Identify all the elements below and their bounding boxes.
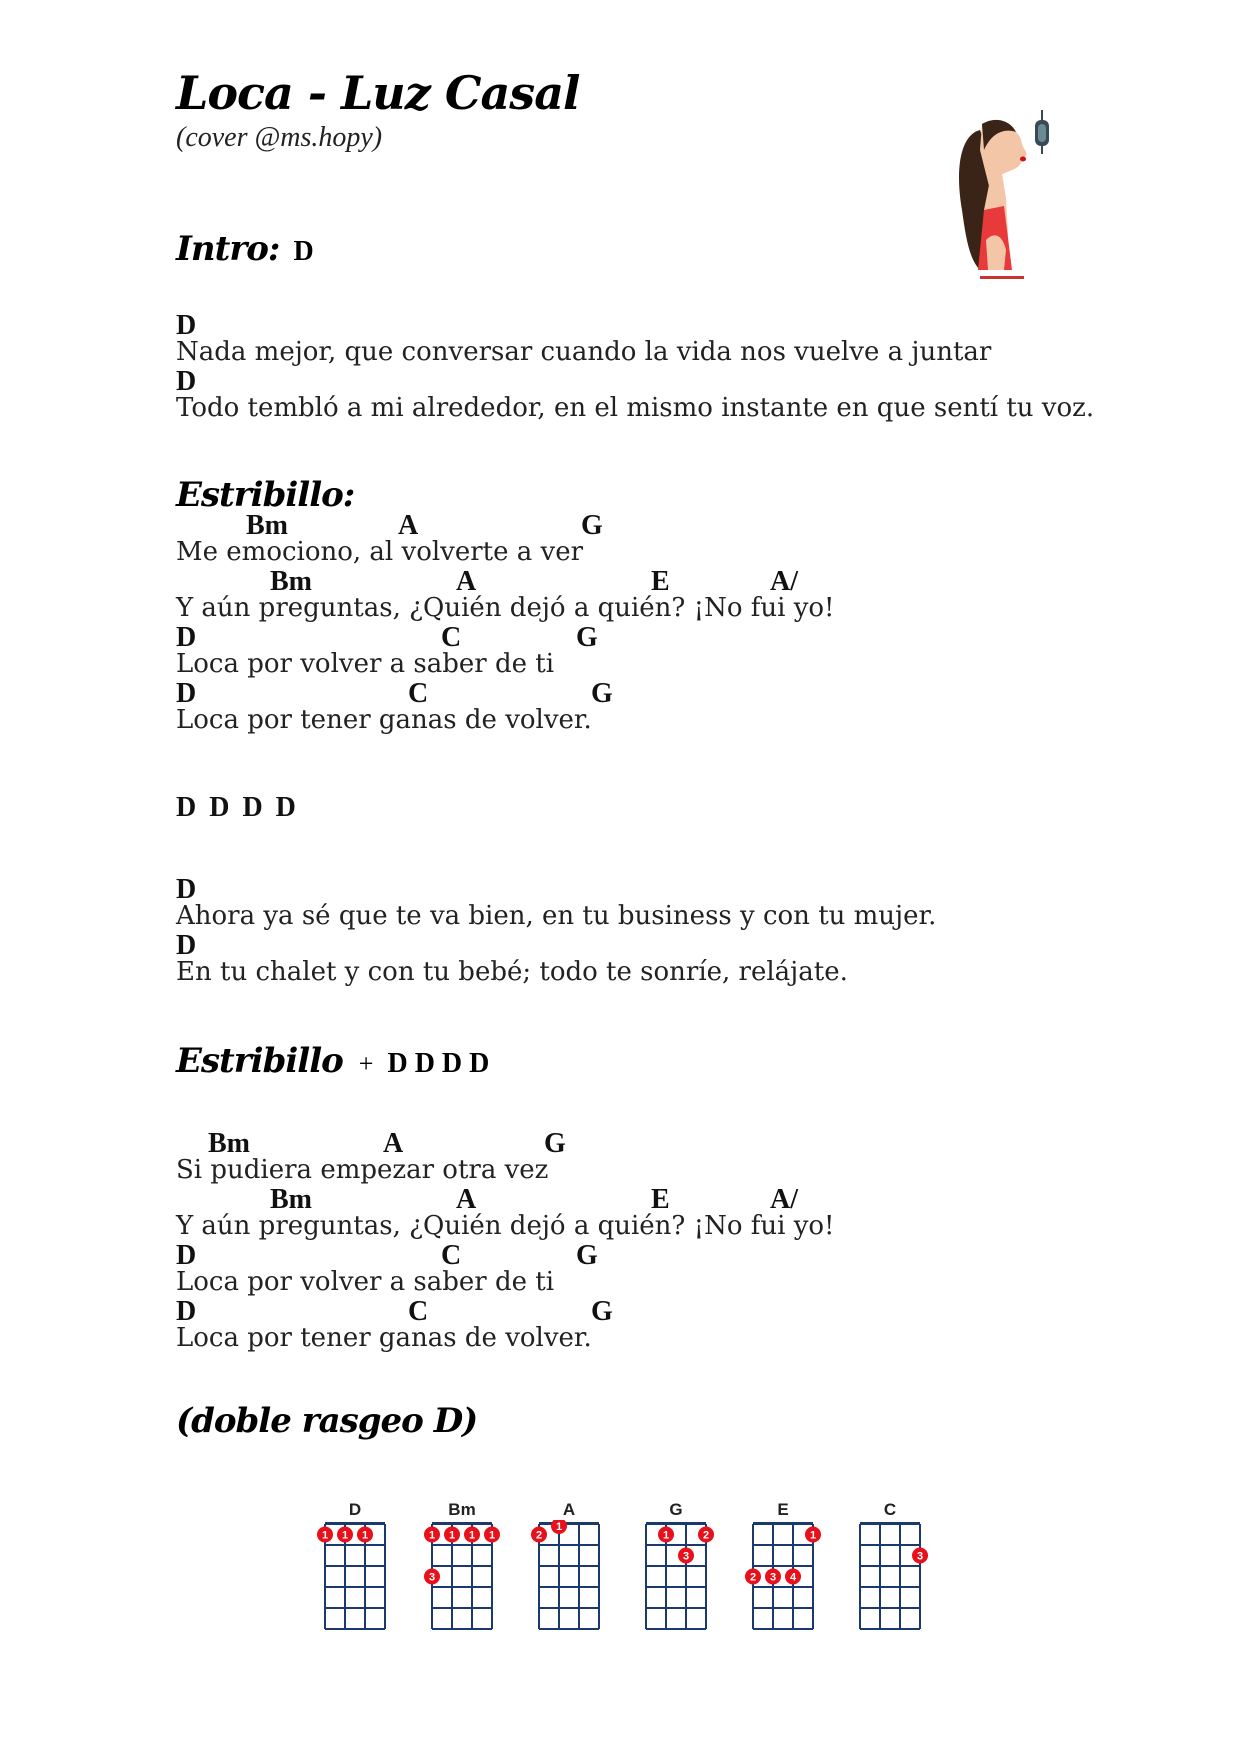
finger-dot [357, 1527, 373, 1543]
finger-dot [678, 1548, 694, 1564]
fretboard-grid [631, 1520, 721, 1640]
svg-text:3: 3 [682, 1550, 690, 1563]
lyric-line [176, 512, 1176, 568]
finger-dot [805, 1527, 821, 1543]
svg-text:3: 3 [769, 1571, 777, 1584]
svg-text:1: 1 [468, 1529, 476, 1542]
chord-diagram [738, 1500, 828, 1640]
svg-text:1: 1 [321, 1529, 329, 1542]
chord-label: G [591, 678, 613, 709]
chord-label: A [456, 1184, 477, 1215]
svg-text:3: 3 [428, 1571, 436, 1584]
finger-dot [785, 1569, 801, 1585]
chord-diagram-name: G [669, 1500, 683, 1519]
chord-label: A/ [770, 566, 798, 597]
lyric-text: Loca por tener ganas de volver. [176, 1323, 592, 1353]
chord-label: D [176, 622, 197, 653]
chord-label: A [398, 510, 419, 541]
chord-label: G [591, 1296, 613, 1327]
chord-diagram [631, 1500, 721, 1640]
lyric-text: Loca por tener ganas de volver. [176, 705, 592, 735]
svg-text:2: 2 [702, 1529, 710, 1542]
chord-diagram [524, 1500, 614, 1640]
lyric-text: Loca por volver a saber de ti [176, 649, 555, 679]
lyric-text: Ahora ya sé que te va bien, en tu business y con tu mujer. [176, 901, 937, 931]
lyric-text: Nada mejor, que conversar cuando la vida nos vuelve a juntar [176, 337, 992, 367]
lyric-text: Y aún preguntas, ¿Quién dejó a quién? ¡No fui yo! [176, 1211, 835, 1241]
finger-dot [765, 1569, 781, 1585]
chord-label: A [456, 566, 477, 597]
chorus-repeat-chords: D D D D [387, 1048, 490, 1079]
fretboard-grid [310, 1520, 400, 1640]
chord-label: C [441, 1240, 462, 1271]
lyric-line [176, 624, 1176, 680]
lyric-text: Todo tembló a mi alrededor, en el mismo instante en que sentí tu voz. [176, 393, 1095, 423]
intro-heading [176, 229, 314, 269]
song-title: Loca - Luz Casal [176, 66, 580, 120]
lyric-line [176, 876, 1176, 932]
chord-label: D [176, 678, 197, 709]
svg-text:1: 1 [428, 1529, 436, 1542]
chord-diagram-name: C [883, 1500, 897, 1519]
intro-label: Intro: [176, 229, 280, 269]
lyric-line [176, 932, 1176, 988]
chord-diagram-name: A [562, 1500, 576, 1519]
intro-chord: D [293, 236, 314, 267]
chord-label: A/ [770, 1184, 798, 1215]
fretboard-grid [845, 1520, 935, 1640]
svg-text:2: 2 [535, 1529, 543, 1542]
chord-diagram [310, 1500, 400, 1640]
lyric-text: Y aún preguntas, ¿Quién dejó a quién? ¡No fui yo! [176, 593, 835, 623]
finger-dot [745, 1569, 761, 1585]
lyric-line [176, 680, 1176, 736]
chord-diagram-name: Bm [448, 1500, 476, 1519]
chord-label: D [176, 310, 197, 341]
chord-label: D [176, 1240, 197, 1271]
chord-diagram [417, 1500, 507, 1640]
svg-text:4: 4 [789, 1571, 797, 1584]
strum-pattern-1: D D D D [176, 792, 296, 823]
finger-dot [551, 1520, 567, 1534]
chord-label: D [176, 930, 197, 961]
svg-text:2: 2 [749, 1571, 757, 1584]
finger-dot [531, 1527, 547, 1543]
singer-illustration [950, 110, 1060, 290]
svg-text:1: 1 [662, 1529, 670, 1542]
chord-diagrams [310, 1500, 950, 1640]
chord-label: D [176, 1296, 197, 1327]
chorus-repeat-plus: + [358, 1049, 374, 1078]
lyric-text: Loca por volver a saber de ti [176, 1267, 555, 1297]
chord-label: G [581, 510, 603, 541]
svg-text:1: 1 [555, 1521, 563, 1533]
fretboard-grid [738, 1520, 828, 1640]
song-subtitle: (cover @ms.hopy) [176, 122, 383, 153]
fretboard-grid [524, 1520, 614, 1640]
chord-label: Bm [270, 1184, 312, 1215]
chord-label: C [408, 1296, 429, 1327]
lyric-line [176, 368, 1176, 424]
svg-text:1: 1 [361, 1529, 369, 1542]
svg-text:1: 1 [488, 1529, 496, 1542]
chord-label: E [651, 566, 670, 597]
finger-dot [698, 1527, 714, 1543]
lyric-text: Si pudiera empezar otra vez [176, 1155, 549, 1185]
finger-dot [484, 1527, 500, 1543]
chord-label: E [651, 1184, 670, 1215]
finger-dot [424, 1569, 440, 1585]
svg-text:1: 1 [448, 1529, 456, 1542]
lyric-line [176, 1242, 1176, 1298]
finger-dot [337, 1527, 353, 1543]
chord-label: A [383, 1128, 404, 1159]
lyric-text: Me emociono, al volverte a ver [176, 537, 584, 567]
chord-label: G [576, 1240, 598, 1271]
svg-text:3: 3 [916, 1550, 924, 1563]
svg-text:1: 1 [341, 1529, 349, 1542]
chord-label: Bm [270, 566, 312, 597]
chorus-repeat-heading [176, 1041, 490, 1081]
lyric-line [176, 1130, 1176, 1186]
finger-dot [424, 1527, 440, 1543]
lyric-line [176, 312, 1176, 368]
chord-label: G [576, 622, 598, 653]
lyric-text: En tu chalet y con tu bebé; todo te sonríe, relájate. [176, 957, 848, 987]
chord-label: C [408, 678, 429, 709]
finger-dot [912, 1548, 928, 1564]
chorus-heading: Estribillo: [176, 475, 355, 515]
chord-label: D [176, 366, 197, 397]
finger-dot [317, 1527, 333, 1543]
chord-diagram-name: D [348, 1500, 362, 1519]
finger-dot [444, 1527, 460, 1543]
chord-label: Bm [246, 510, 288, 541]
svg-text:1: 1 [809, 1529, 817, 1542]
chord-label: G [544, 1128, 566, 1159]
lyric-line [176, 1186, 1176, 1242]
chord-diagram [845, 1500, 935, 1640]
finger-dot [464, 1527, 480, 1543]
finger-dot [658, 1527, 674, 1543]
chord-label: D [176, 874, 197, 905]
fretboard-grid [417, 1520, 507, 1640]
chord-label: C [441, 622, 462, 653]
outro-note: (doble rasgeo D) [176, 1401, 478, 1441]
lyric-line [176, 568, 1176, 624]
lyric-line [176, 1298, 1176, 1354]
chord-label: Bm [208, 1128, 250, 1159]
chord-diagram-name: E [777, 1500, 789, 1519]
chorus-repeat-label: Estribillo [176, 1041, 343, 1081]
